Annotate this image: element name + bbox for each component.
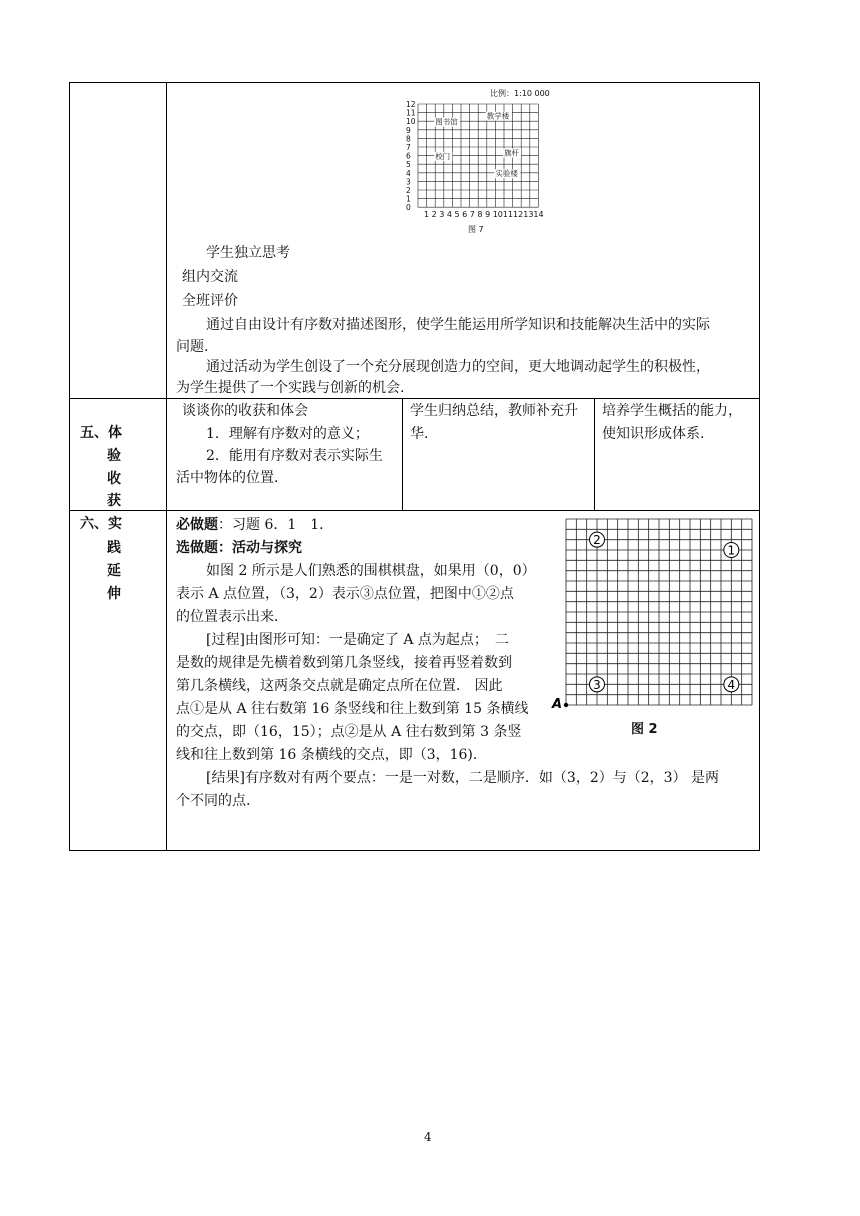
s4-line-1: 学生独立思考 — [206, 245, 290, 261]
fig2-point-a-label: A — [552, 697, 563, 712]
fig7-label-library: 图书馆 — [435, 117, 458, 127]
fig2-marker-4: 4 — [727, 677, 736, 692]
s6-optional: 选做题：活动与探究 — [176, 540, 302, 556]
s5-label-2: 验 — [107, 448, 121, 464]
fig7-caption: 图 7 — [468, 225, 484, 234]
fig2-caption: 图 2 — [631, 722, 658, 737]
s6-line-5: 是数的规律是先横着数到第几条竖线，接着再竖着数到 — [176, 655, 512, 671]
fig7-y-tick: 11 — [406, 108, 416, 118]
fig7-y-tick: 3 — [406, 177, 411, 187]
fig2-point-a-dot — [564, 703, 568, 707]
s5-col1-line-4: 活中物体的位置. — [176, 470, 279, 486]
s6-result-b: 个不同的点. — [176, 793, 251, 809]
fig2-marker-3: 3 — [593, 677, 601, 692]
fig7-y-tick: 6 — [406, 151, 411, 161]
fig2-board — [546, 514, 758, 714]
s6-label-4: 伸 — [107, 586, 121, 602]
page-number: 4 — [424, 1130, 432, 1144]
s4-para1-b: 问题. — [176, 339, 209, 355]
fig7-label-teaching: 教学楼 — [486, 111, 510, 121]
fig7-y-tick: 10 — [406, 117, 416, 127]
fig7-y-tick: 9 — [406, 125, 411, 135]
s4-line-3: 全班评价 — [182, 293, 238, 309]
fig7-y-tick: 2 — [406, 186, 411, 195]
fig7-label-lab: 实验楼 — [495, 169, 518, 179]
s6-line-1: 如图 2 所示是人们熟悉的围棋棋盘，如果用（0，0） — [206, 563, 536, 579]
s6-must-text: ：习题 6．1 1． — [218, 517, 334, 533]
fig7-y-tick: 7 — [406, 143, 411, 152]
table-col-divider — [166, 82, 167, 851]
s6-line-9: 线和往上数到第 16 条横线的交点，即（3，16). — [176, 747, 478, 763]
s5-col1-line-1: 谈谈你的收获和体会 — [182, 403, 308, 419]
fig2-marker-1: 1 — [727, 543, 736, 558]
s5-col2-line-1: 学生归纳总结，教师补充升 — [410, 403, 578, 419]
figure-7 — [396, 86, 566, 236]
s5-label-1: 五、体 — [80, 425, 122, 441]
s4-para1-a: 通过自由设计有序数对描述图形，使学生能运用所学知识和技能解决生活中的实际 — [206, 317, 710, 333]
s5-label-4: 获 — [107, 493, 121, 509]
s5-col1-line-3: 2．能用有序数对表示实际生 — [206, 448, 383, 464]
fig2-marker-2: 2 — [593, 533, 601, 548]
s6-line-4: [过程]由图形可知：一是确定了 A 点为起点； 二 — [206, 632, 509, 648]
table-col-divider — [402, 398, 403, 510]
fig7-y-tick: 0 — [406, 203, 411, 213]
s6-line-6: 第几条横线，这两条交点就是确定点所在位置． 因此 — [176, 678, 503, 694]
figure-2 — [546, 514, 758, 744]
s6-label-2: 践 — [107, 540, 121, 556]
s6-line-7: 点①是从 A 往右数第 16 条竖线和往上数到第 15 条横线 — [176, 701, 529, 717]
fig7-x-ticks: 1 2 3 4 5 6 7 8 9 1011121314 — [424, 210, 544, 219]
fig7-scale: 比例：1:10 000 — [490, 89, 550, 98]
fig7-label-flag: 旗杆 — [504, 148, 519, 158]
table-row-divider — [69, 510, 760, 511]
fig7-y-tick: 8 — [406, 134, 411, 144]
fig7-y-tick: 12 — [406, 100, 416, 109]
s6-label-3: 延 — [107, 563, 121, 579]
s6-label-1: 六、实 — [80, 516, 122, 532]
s4-line-2: 组内交流 — [182, 269, 238, 285]
s6-line-8: 的交点，即（16，15）；点②是从 A 往右数到第 3 条竖 — [176, 724, 522, 740]
fig7-label-gate: 校门 — [435, 152, 451, 162]
s5-col3-line-2: 使知识形成体系. — [602, 426, 705, 442]
table-col-divider — [594, 398, 595, 510]
s6-line-2: 表示 A 点位置，（3，2）表示③点位置，把图中①②点 — [176, 586, 514, 602]
s5-col3-line-1: 培养学生概括的能力， — [602, 403, 742, 419]
s6-line-3: 的位置表示出来． — [176, 609, 288, 625]
s5-col1-line-2: 1．理解有序数对的意义； — [206, 426, 369, 442]
fig7-y-tick: 4 — [406, 168, 411, 178]
fig7-y-tick: 5 — [406, 160, 411, 170]
s5-col2-line-2: 华. — [410, 426, 429, 442]
s4-para2-b: 为学生提供了一个实践与创新的机会. — [176, 380, 405, 396]
s6-must — [176, 513, 333, 537]
fig7-y-tick: 1 — [406, 194, 411, 204]
s5-label-3: 收 — [107, 471, 121, 487]
s6-must-label: 必做题 — [176, 517, 218, 533]
s6-result-a: [结果]有序数对有两个要点：一是一对数，二是顺序．如（3，2）与（2，3） 是两 — [206, 770, 720, 786]
s4-para2-a: 通过活动为学生创设了一个充分展现创造力的空间，更大地调动起学生的积极性， — [206, 359, 710, 375]
